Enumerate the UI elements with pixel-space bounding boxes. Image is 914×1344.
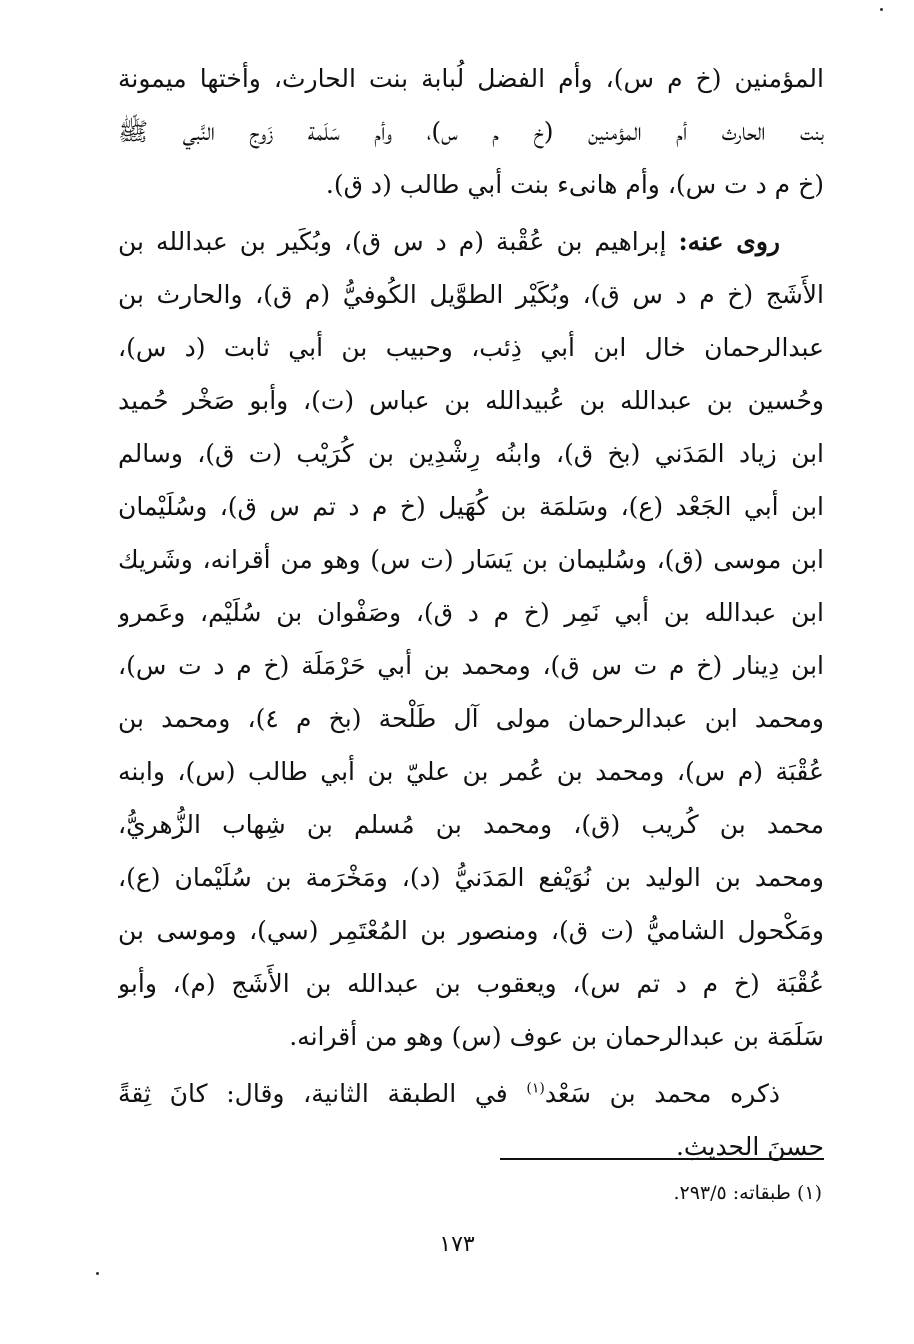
footnote-divider xyxy=(500,1158,824,1160)
text-line: ابن موسى (ق)، وسُليمان بن يَسَار (ت س) وهو من أقرانه، وشَريك xyxy=(118,545,824,574)
text-line: ابن دِينار (خ م ت س ق)، ومحمد بن أبي حَرْمَلَة (خ م د ت س)، xyxy=(118,651,824,680)
main-text xyxy=(118,52,824,1173)
text-line: ابن عبدالله بن أبي نَمِر (خ م د ق)، وصَفْوان بن سُلَيْم، وعَمرو xyxy=(118,598,824,627)
text-segment: في الطبقة الثانية، وقال: كانَ ثِقةً xyxy=(118,1079,527,1108)
text-line xyxy=(118,1067,824,1120)
text-line: بنت الحارث أم المؤمنين (خ م س)، وأم سَلَمة زَوج النَّبي ﷺ xyxy=(118,117,824,146)
text-line: عُقْبَة (خ م د تم س)، ويعقوب بن عبدالله بن الأَشَج (م)، وأبو xyxy=(118,969,824,998)
text-line: ومَكْحول الشاميُّ (ت ق)، ومنصور بن المُعْتَمِر (سي)، وموسى بن xyxy=(118,916,824,945)
text-line: عبدالرحمان خال ابن أبي ذِئب، وحبيب بن أبي ثابت (د س)، xyxy=(118,333,824,362)
text-line: ابن أبي الجَعْد (ع)، وسَلمَة بن كُهَيل (خ م د تم س ق)، وسُلَيْمان xyxy=(118,492,824,521)
text-line: سَلَمَة بن عبدالرحمان بن عوف (س) وهو من أقرانه. xyxy=(289,1022,824,1051)
text-line: عُقْبَة (م س)، ومحمد بن عُمر بن عليّ بن أبي طالب (س)، وابنه xyxy=(118,757,824,786)
text-line: محمد بن كُريب (ق)، ومحمد بن مُسلم بن شِهاب الزُّهريُّ، xyxy=(118,810,824,839)
text-line: ومحمد ابن عبدالرحمان مولى آل طَلْحة (بخ م ٤)، ومحمد بن xyxy=(118,704,824,733)
text-line: (خ م د ت س)، وأم هانىء بنت أبي طالب (د ق). xyxy=(325,170,824,199)
text-segment: إبراهيم بن عُقْبة (م د س ق)، وبُكَير بن عبدالله بن xyxy=(118,227,679,256)
text-line: حسنَ الحديثِ. xyxy=(675,1132,824,1161)
scan-speck xyxy=(96,1272,99,1275)
text-line: وحُسين بن عبدالله بن عُبيدالله بن عباس (ت)، وأبو صَخْر حُميد xyxy=(118,386,824,415)
footnote-reference[interactable]: (١) xyxy=(526,1080,545,1097)
text-line: ومحمد بن الوليد بن نُوَيْفع المَدَنيُّ (د)، ومَخْرَمة بن سُلَيْمان (ع)، xyxy=(118,863,824,892)
paragraph-narrators xyxy=(118,215,824,1063)
page-number: ١٧٣ xyxy=(439,1232,475,1257)
scan-speck xyxy=(880,8,883,11)
text-line: المؤمنين (خ م س)، وأم الفضل لُبابة بنت الحارث، وأختها ميمونة xyxy=(118,64,824,93)
text-line: الأَشَج (خ م د س ق)، وبُكَيْر الطوَّيل الكُوفيُّ (م ق)، والحارث بن xyxy=(118,280,824,309)
text-line xyxy=(118,215,824,268)
text-line: ابن زياد المَدَني (بخ ق)، وابنُه رِشْدِين بن كُرَيْب (ت ق)، وسالم xyxy=(118,439,824,468)
text-segment: ذكره محمد بن سَعْد xyxy=(544,1079,780,1108)
footnote: (١) طبقاته: ٢٩٣/٥. xyxy=(673,1182,822,1204)
paragraph-1 xyxy=(118,52,824,211)
narrators-heading: روى عنه: xyxy=(678,227,780,256)
